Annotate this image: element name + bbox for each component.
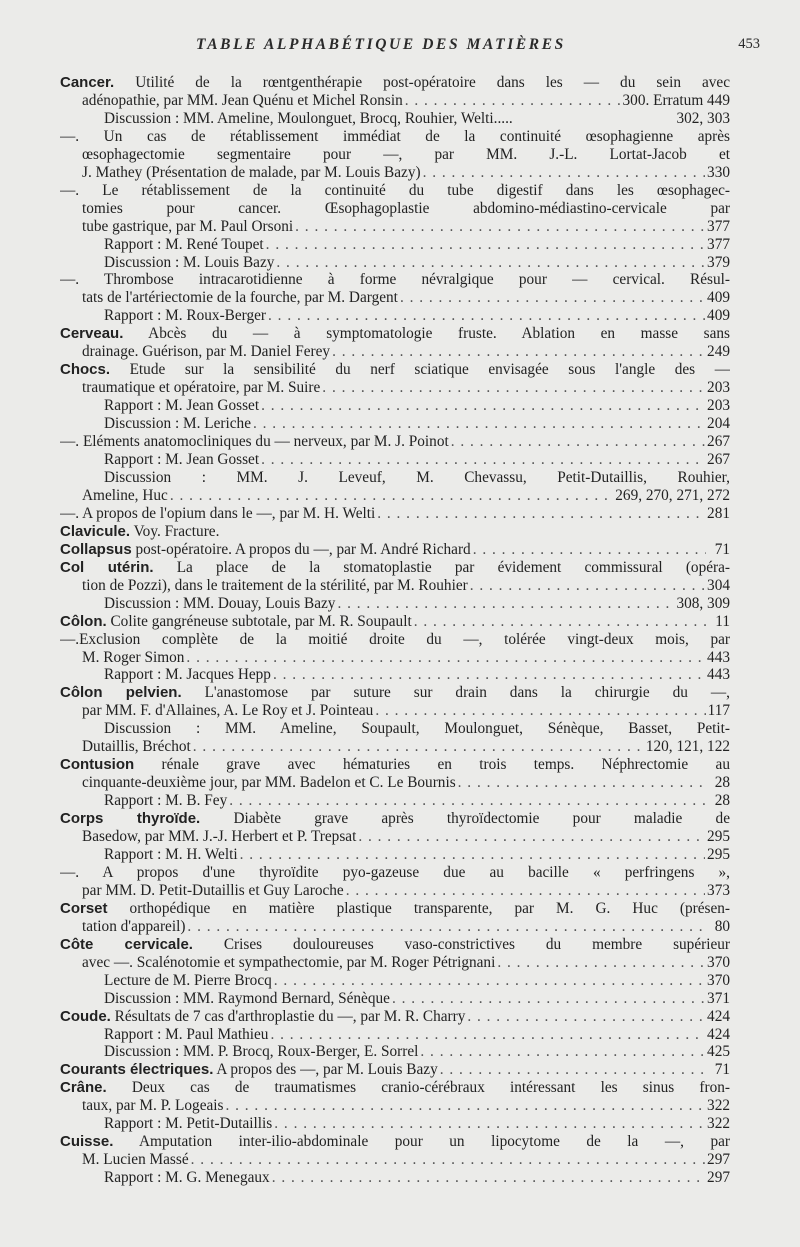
entry-body: Amputation inter-ilio-abdominale pour un lipocytome de la —, par: [113, 1133, 730, 1151]
index-line: [60, 774, 730, 792]
entry-text: [82, 954, 495, 972]
page-reference: 281: [707, 504, 730, 522]
index-line: [60, 487, 730, 505]
leader-dots: [451, 433, 705, 451]
entry-body: Discussion : MM. Ameline, Soupault, Moulonguet, Sénèque, Basset, Petit-: [104, 720, 730, 738]
page-reference: 371: [707, 989, 730, 1007]
leader-dots: [229, 792, 706, 810]
entry-text: [60, 684, 730, 701]
index-line: [60, 1026, 730, 1044]
entry-body: rénale grave avec hématuries en trois temps. Néphrectomie au: [134, 756, 730, 774]
leader-dots: [225, 1097, 705, 1115]
index-line: [60, 523, 730, 541]
entry-text: [82, 218, 293, 236]
entry-body: tats de l'artériectomie de la fourche, par M. Dargent: [82, 289, 398, 307]
page-reference: 409: [707, 307, 730, 325]
entry-body: Dutaillis, Bréchot: [82, 738, 191, 756]
entry-body: Deux cas de traumatismes cranio-cérébraux intéressant les sinus fron-: [106, 1079, 730, 1097]
page-reference: 424: [707, 1025, 730, 1043]
index-line: [60, 1043, 730, 1061]
entry-text: [60, 1061, 438, 1079]
index-entries: [60, 74, 730, 1187]
page-reference: 120, 121, 122: [645, 738, 730, 756]
index-line: [60, 846, 730, 864]
entry-text: [82, 738, 191, 756]
entry-keyword: Coude.: [60, 1007, 111, 1025]
entry-text: [104, 792, 227, 810]
entry-body: —. Un cas de rétablissement immédiat de la continuité œsophagienne après: [60, 127, 730, 145]
entry-body: tomies pour cancer. Œsophagoplastie abdomino-médiastino-cervicale par: [82, 199, 730, 217]
entry-text: [60, 271, 730, 288]
entry-text: [104, 415, 251, 433]
entry-text: [82, 774, 456, 792]
page-reference: 117: [707, 702, 730, 720]
entry-body: tation d'appareil): [82, 917, 186, 935]
entry-body: Discussion : MM. Douay, Louis Bazy: [104, 594, 336, 612]
entry-keyword: Collapsus: [60, 540, 132, 558]
page-reference: 267: [707, 451, 730, 469]
entry-text: [60, 936, 730, 953]
index-line: [60, 702, 730, 720]
entry-text: [104, 1043, 418, 1061]
index-line: [60, 1008, 730, 1026]
page-reference: 269, 270, 271, 272: [615, 486, 730, 504]
entry-text: [82, 92, 403, 110]
entry-keyword: Côlon.: [60, 612, 107, 630]
entry-body: Rapport : M. Jean Gosset: [104, 451, 260, 469]
entry-text: [82, 1151, 189, 1169]
index-line: [60, 1061, 730, 1079]
entry-body: Discussion : MM. Raymond Bernard, Sénèque: [104, 989, 390, 1007]
index-line: [60, 720, 730, 738]
entry-text: [104, 110, 513, 127]
index-line: [60, 289, 730, 307]
index-line: [60, 164, 730, 182]
entry-keyword: Cuisse.: [60, 1133, 114, 1151]
entry-keyword: Corps thyroïde.: [60, 810, 201, 828]
entry-body: Crises douloureuses vaso-constrictives du membre supérieur: [192, 935, 730, 953]
leader-dots: [358, 828, 705, 846]
page-reference: 203: [707, 397, 730, 415]
page-reference: 330: [707, 163, 730, 181]
page-title: TABLE ALPHABÉTIQUE DES MATIÈRES: [196, 36, 566, 53]
entry-text: [60, 541, 471, 559]
page-reference: 302, 303: [676, 109, 730, 127]
leader-dots: [276, 254, 705, 272]
entry-keyword: Clavicule.: [60, 522, 131, 540]
entry-body: Discussion : MM. J. Leveuf, M. Chevassu, Petit-Dutaillis, Rouhier,: [104, 468, 730, 486]
index-line: [60, 1079, 730, 1097]
page-reference: 370: [707, 971, 730, 989]
page-number: 453: [738, 36, 760, 52]
entry-body: Rapport : M. Paul Mathieu: [104, 1025, 269, 1043]
entry-body: tion de Pozzi), dans le traitement de la stérilité, par M. Rouhier: [82, 576, 468, 594]
page-reference: 377: [707, 217, 730, 235]
index-line: [60, 936, 730, 954]
page-reference: 300. Erratum 449: [622, 91, 730, 109]
index-line: [60, 397, 730, 415]
leader-dots: [337, 595, 674, 613]
entry-text: [82, 828, 356, 846]
entry-body: Colite gangréneuse subtotale, par M. R. Soupault: [106, 612, 412, 630]
entry-body: —. A propos d'une thyroïdite pyo-gazeuse due au bacille « perfringens »,: [60, 863, 730, 881]
entry-body: Discussion : M. Louis Bazy: [104, 253, 275, 271]
entry-body: —. Thrombose intracarotidienne à forme névralgique pour — cervical. Résul-: [60, 271, 730, 289]
index-line: [60, 254, 730, 272]
entry-body: Rapport : M. Petit-Dutaillis: [104, 1115, 273, 1133]
index-line: [60, 200, 730, 218]
entry-keyword: Contusion: [60, 756, 135, 774]
entry-text: [104, 1169, 270, 1187]
page-reference: 11: [715, 612, 730, 630]
index-line: [60, 864, 730, 882]
leader-dots: [186, 649, 705, 667]
index-line: [60, 792, 730, 810]
entry-body: J. Mathey (Présentation de malade, par M. Louis Bazy): [82, 163, 421, 181]
index-line: [60, 415, 730, 433]
index-line: [60, 307, 730, 325]
page-reference: 373: [707, 881, 730, 899]
page-reference: 409: [707, 289, 730, 307]
entry-body: orthopédique en matière plastique transparente, par M. G. Huc (présen-: [107, 899, 730, 917]
leader-dots: [377, 505, 705, 523]
index-line: [60, 379, 730, 397]
index-line: [60, 541, 730, 559]
index-line: [60, 954, 730, 972]
page-reference: 28: [714, 774, 730, 792]
index-line: [60, 218, 730, 236]
leader-dots: [458, 774, 706, 792]
leader-dots: [273, 666, 705, 684]
entry-text: [60, 1133, 730, 1150]
entry-text: [60, 1008, 465, 1026]
leader-dots: [420, 1043, 705, 1061]
page-reference: 379: [707, 253, 730, 271]
page-reference: 249: [707, 343, 730, 361]
entry-text: [60, 900, 730, 917]
index-line: [60, 882, 730, 900]
entry-body: cinquante-deuxième jour, par MM. Badelon et C. Le Bournis: [82, 774, 456, 792]
index-line: [60, 900, 730, 918]
page-reference: 370: [707, 953, 730, 971]
entry-body: Abcès du — à symptomatologie fruste. Ablation en masse sans: [123, 325, 730, 343]
entry-body: Ameline, Huc: [82, 486, 168, 504]
index-line: [60, 74, 730, 92]
entry-body: Rapport : M. Jacques Hepp: [104, 666, 271, 684]
entry-keyword: Cerveau.: [60, 325, 124, 343]
index-line: [60, 146, 730, 164]
entry-text: [60, 325, 730, 342]
index-line: [60, 433, 730, 451]
index-line: [60, 325, 730, 343]
entry-text: [60, 182, 730, 199]
entry-body: Rapport : M. Roux-Berger: [104, 307, 267, 325]
entry-keyword: Chocs.: [60, 361, 111, 379]
page-reference: 297: [707, 1169, 730, 1187]
entry-body: adénopathie, par MM. Jean Quénu et Michel Ronsin: [82, 91, 403, 109]
index-line: [60, 756, 730, 774]
page-reference: 443: [707, 666, 730, 684]
entry-text: [82, 649, 184, 667]
entry-text: [82, 1097, 223, 1115]
index-line: [60, 595, 730, 613]
entry-text: [104, 846, 238, 864]
page-reference: 424: [707, 1007, 730, 1025]
index-line: [60, 1115, 730, 1133]
entry-body: La place de la stomatoplastie par évidement commissural (opéra-: [153, 558, 730, 576]
entry-body: avec —. Scalénotomie et sympathectomie, par M. Roger Pétrignani: [82, 953, 496, 971]
leader-dots: [261, 451, 705, 469]
index-line: [60, 559, 730, 577]
page-reference: 204: [707, 415, 730, 433]
entry-text: [60, 361, 730, 378]
index-line: [60, 92, 730, 110]
index-line: [60, 361, 730, 379]
page-reference: 203: [707, 379, 730, 397]
index-line: [60, 1169, 730, 1187]
entry-body: Discussion : MM. P. Brocq, Roux-Berger, E. Sorrel: [104, 1043, 419, 1061]
leader-dots: [240, 846, 705, 864]
entry-text: [60, 74, 730, 91]
entry-text: [82, 882, 344, 900]
leader-dots: [375, 702, 705, 720]
leader-dots: [467, 1008, 705, 1026]
entry-body: Résultats de 7 cas d'arthroplastie du —, par M. R. Charry: [110, 1007, 466, 1025]
index-line: [60, 505, 730, 523]
leader-dots: [470, 577, 705, 595]
entry-text: [82, 343, 330, 361]
page-reference: 295: [707, 845, 730, 863]
index-line: [60, 236, 730, 254]
entry-text: [82, 289, 398, 307]
index-line: [60, 738, 730, 756]
entry-body: œsophagectomie segmentaire pour —, par MM. J.-L. Lortat-Jacob et: [82, 145, 730, 163]
entry-body: Diabète grave après thyroïdectomie pour maladie de: [200, 810, 730, 828]
entry-keyword: Cancer.: [60, 74, 115, 91]
entry-body: —. Le rétablissement de la continuité du tube digestif dans les œsophagec-: [60, 181, 730, 199]
entry-text: [60, 523, 219, 540]
entry-text: [104, 236, 264, 254]
page-reference: 267: [707, 433, 730, 451]
index-line: [60, 828, 730, 846]
entry-body: tube gastrique, par M. Paul Orsoni: [82, 217, 294, 235]
leader-dots: [346, 882, 705, 900]
entry-text: [60, 864, 730, 881]
page-reference: 377: [707, 235, 730, 253]
entry-keyword: Côlon pelvien.: [60, 684, 182, 702]
index-line: [60, 810, 730, 828]
leader-dots: [332, 343, 705, 361]
index-line: [60, 990, 730, 1008]
entry-text: [82, 379, 320, 397]
entry-text: [60, 631, 730, 648]
entry-body: Lecture de M. Pierre Brocq: [104, 971, 272, 989]
entry-body: Utilité de la rœntgenthérapie post-opératoire dans les — du sein avec: [114, 74, 730, 91]
entry-body: M. Lucien Massé: [82, 1151, 189, 1169]
entry-body: post-opératoire. A propos du —, par M. André Richard: [131, 540, 471, 558]
index-line: [60, 684, 730, 702]
leader-dots: [423, 164, 705, 182]
entry-text: [60, 810, 730, 827]
leader-dots: [392, 990, 705, 1008]
entry-body: Rapport : M. G. Menegaux: [104, 1169, 270, 1187]
entry-text: [104, 666, 271, 684]
leader-dots: [193, 738, 644, 756]
index-line: [60, 613, 730, 631]
entry-text: [60, 433, 449, 451]
entry-body: Discussion : MM. Ameline, Moulonguet, Brocq, Rouhier, Welti.....: [104, 109, 513, 127]
entry-text: [104, 990, 390, 1008]
entry-body: par MM. D. Petit-Dutaillis et Guy Laroche: [82, 881, 344, 899]
entry-body: A propos des —, par M. Louis Bazy: [213, 1061, 438, 1079]
entry-body: Rapport : M. Jean Gosset: [104, 397, 260, 415]
entry-keyword: Corset: [60, 899, 108, 917]
leader-dots: [191, 1151, 705, 1169]
leader-dots: [497, 954, 705, 972]
page-reference: 28: [714, 792, 730, 810]
entry-text: [104, 307, 266, 325]
page-reference: 425: [707, 1043, 730, 1061]
page-reference: 304: [707, 576, 730, 594]
page-reference: 322: [707, 1097, 730, 1115]
entry-text: [104, 469, 730, 486]
index-line: [60, 469, 730, 487]
index-line: [60, 1133, 730, 1151]
index-line: [60, 666, 730, 684]
entry-text: [104, 972, 272, 990]
entry-text: [60, 756, 730, 773]
entry-body: traumatique et opératoire, par M. Suire: [82, 379, 321, 397]
entry-text: [60, 505, 375, 523]
leader-dots: [261, 397, 705, 415]
entry-text: [82, 164, 421, 182]
entry-body: —. A propos de l'opium dans le —, par M. H. Welti: [60, 504, 376, 522]
entry-text: [104, 595, 335, 613]
leader-dots: [295, 218, 705, 236]
entry-keyword: Côte cervicale.: [60, 935, 193, 953]
entry-body: Rapport : M. H. Welti: [104, 845, 238, 863]
entry-text: [104, 451, 259, 469]
entry-text: [82, 577, 468, 595]
page-reference: 71: [714, 540, 730, 558]
entry-body: Rapport : M. René Toupet: [104, 235, 264, 253]
entry-text: [104, 397, 259, 415]
entry-body: —.Exclusion complète de la moitié droite du —, tolérée vingt-deux mois, par: [60, 630, 730, 648]
entry-text: [82, 200, 730, 217]
leader-dots: [266, 236, 705, 254]
leader-dots: [272, 1169, 705, 1187]
entry-keyword: Courants électriques.: [60, 1061, 214, 1079]
index-line: [60, 110, 730, 128]
index-line: [60, 1151, 730, 1169]
entry-text: [104, 254, 274, 272]
index-line: [60, 649, 730, 667]
page-reference: 322: [707, 1115, 730, 1133]
entry-text: [60, 559, 730, 576]
index-line: [60, 972, 730, 990]
entry-body: M. Roger Simon: [82, 648, 185, 666]
entry-text: [60, 613, 412, 631]
page-reference: 308, 309: [676, 594, 730, 612]
leader-dots: [270, 1026, 705, 1044]
entry-text: [60, 128, 730, 145]
entry-body: taux, par M. P. Logeais: [82, 1097, 224, 1115]
entry-text: [104, 1115, 272, 1133]
entry-body: Discussion : M. Leriche: [104, 415, 251, 433]
entry-body: Basedow, par MM. J.-J. Herbert et P. Trepsat: [82, 828, 357, 846]
entry-text: [82, 146, 730, 163]
index-line: [60, 182, 730, 200]
index-line: [60, 451, 730, 469]
leader-dots: [274, 1115, 705, 1133]
entry-body: Voy. Fracture.: [130, 522, 220, 540]
entry-body: Rapport : M. B. Fey: [104, 792, 228, 810]
leader-dots: [170, 487, 613, 505]
leader-dots: [440, 1061, 706, 1079]
entry-text: [82, 487, 168, 505]
running-header: [0, 36, 800, 58]
leader-dots: [473, 541, 706, 559]
entry-text: [82, 702, 373, 720]
leader-dots: [187, 918, 706, 936]
entry-body: par MM. F. d'Allaines, A. Le Roy et J. Pointeau: [82, 702, 374, 720]
leader-dots: [253, 415, 705, 433]
entry-keyword: Col utérin.: [60, 558, 154, 576]
leader-dots: [414, 613, 706, 631]
entry-body: drainage. Guérison, par M. Daniel Ferey: [82, 343, 331, 361]
leader-dots: [400, 289, 705, 307]
index-line: [60, 128, 730, 146]
leader-dots: [405, 92, 621, 110]
entry-text: [104, 720, 730, 737]
leader-dots: [274, 972, 705, 990]
entry-keyword: Crâne.: [60, 1079, 107, 1097]
index-line: [60, 918, 730, 936]
entry-text: [82, 918, 185, 936]
leader-dots: [268, 307, 705, 325]
page-reference: 295: [707, 828, 730, 846]
leader-dots: [322, 379, 705, 397]
index-line: [60, 1097, 730, 1115]
page-reference: 443: [707, 648, 730, 666]
index-line: [60, 343, 730, 361]
page-reference: 71: [714, 1061, 730, 1079]
page-reference: 297: [707, 1151, 730, 1169]
index-line: [60, 631, 730, 649]
entry-text: [60, 1079, 730, 1096]
index-line: [60, 271, 730, 289]
entry-body: Etude sur la sensibilité du nerf sciatique envisagée sous l'angle des —: [110, 361, 730, 379]
entry-body: —. Eléments anatomocliniques du — nerveux, par M. J. Poinot: [60, 433, 449, 451]
page-reference: 80: [714, 917, 730, 935]
entry-body: L'anastomose par suture sur drain dans la chirurgie du —,: [181, 684, 730, 702]
entry-text: [104, 1026, 268, 1044]
index-line: [60, 577, 730, 595]
